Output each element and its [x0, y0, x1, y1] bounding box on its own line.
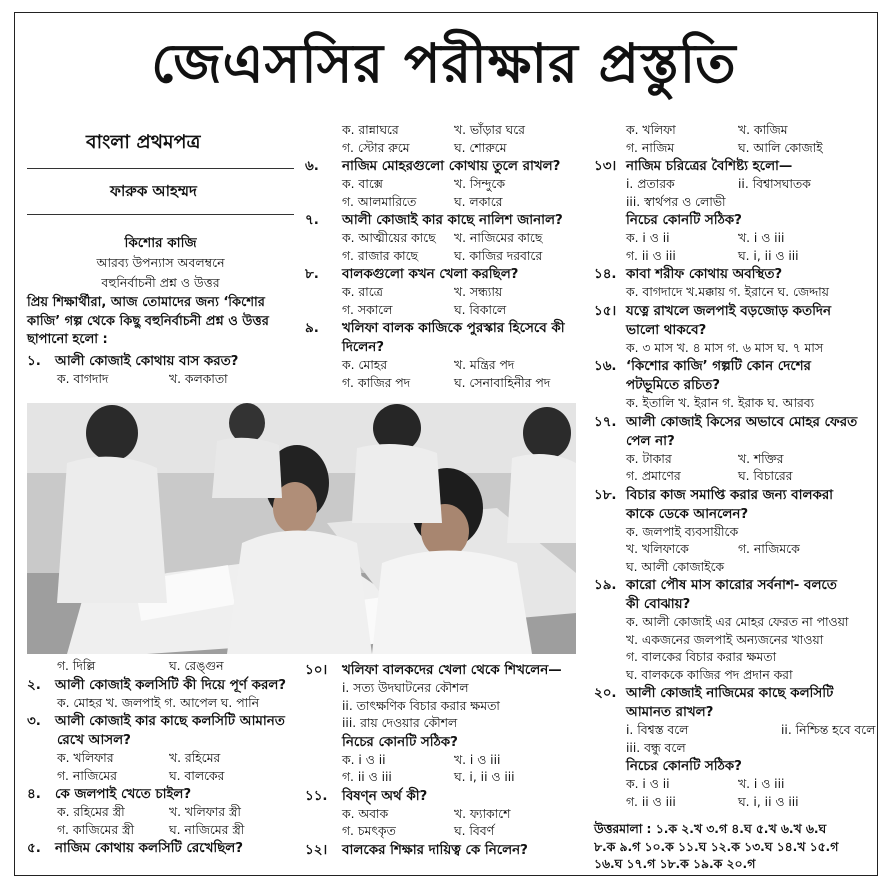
question-number: ১৬.: [594, 359, 617, 374]
question-text: আলী কোজাই কোথায় বাস করত?: [55, 354, 239, 369]
option: ক. অবাক: [342, 806, 389, 821]
question-text: কাকে ডেকে আনলেন?: [626, 506, 749, 522]
option: খ. রহিমের: [169, 751, 221, 765]
option: খ. ভাঁড়ার ঘরে: [454, 123, 525, 137]
option: ক. খলিফা: [626, 123, 676, 137]
option: খ. মন্ত্রির পদ: [454, 358, 515, 372]
question-text: খলিফা বালকদের খেলা থেকে শিখলেন—: [342, 663, 562, 678]
option: ক. জলপাই ব্যবসায়ীকে: [626, 524, 739, 539]
option: খ. কাজিম: [738, 123, 788, 137]
option: ক. i ও ii: [626, 231, 670, 245]
question-number: ১৭.: [594, 414, 617, 430]
option: ঘ. বিকালে: [454, 302, 507, 317]
bottom-left-column: [27, 658, 302, 858]
option-row: ক. মোহর খ. জলপাই গ. আপেল ঘ. পানি: [57, 695, 259, 710]
statement: i. বিশ্বস্ত বলে: [626, 723, 689, 737]
statement: ii. নিশ্চিন্ত হবে বলে: [781, 723, 876, 737]
option: গ. নাজিমের: [57, 768, 117, 783]
question-text: আমানত রাখল?: [626, 705, 714, 720]
option: ঘ. রেঙ্গুন: [169, 659, 224, 673]
option: ঘ. নাজিমের স্ত্রী: [169, 822, 245, 837]
question-text: দিলেন?: [342, 340, 384, 355]
question-prompt: নিচের কোনটি সঠিক?: [342, 734, 458, 750]
option: গ. আলমারিতে: [342, 194, 417, 209]
option: খ. কলকাতা: [169, 372, 228, 386]
option: ঘ. বিবর্ণ: [454, 824, 495, 838]
option: গ. বালকের বিচার করার ক্ষমতা: [626, 650, 777, 664]
question-text: বালকের শিক্ষার দায়িত্ব কে নিলেন?: [342, 842, 528, 858]
option: খ. খলিফাকে: [626, 542, 689, 556]
option: ঘ. বিচারের: [738, 469, 793, 483]
option: ক. রাত্রে: [342, 285, 383, 299]
statement: iii. রায় দেওয়ার কৌশল: [342, 716, 458, 730]
question-text: পেল না?: [626, 433, 675, 449]
question-text: আলী কোজাই নাজিমের কাছে কলসিটি: [626, 686, 834, 701]
answer-key-line: উত্তরমালা : ১.ক ২.খ ৩.গ ৪.ঘ ৫.খ ৬.খ ৬.ঘ: [594, 822, 827, 836]
author-name: ফারুক আহম্মদ: [110, 182, 197, 200]
intro-paragraph: [27, 294, 302, 350]
question-text: আলী কোজাই কিসের অভাবে মোহর ফেরত: [626, 414, 858, 430]
option: ক. খলিফার: [57, 751, 114, 765]
option: গ. ii ও iii: [626, 248, 676, 263]
intro-line: প্রিয় শিক্ষার্থীরা, আজ তোমাদের জন্য ‘কিশোর: [27, 295, 265, 310]
option: গ. কাজির পদ: [342, 375, 411, 390]
question-number: ৩.: [27, 714, 41, 729]
story-title: কিশোর কাজি: [124, 235, 197, 251]
option: খ. সন্ধ্যায়: [454, 285, 503, 299]
question-text: আলী কোজাই কলসিটি কী দিয়ে পূর্ণ করল?: [55, 677, 287, 693]
option: ঘ. আলি কোজাই: [738, 140, 823, 155]
subject-title: বাংলা প্রথমপত্র: [86, 131, 201, 153]
divider: [27, 214, 294, 215]
question-text: নাজিম চরিত্রের বৈশিষ্ট্য হলো—: [626, 159, 793, 174]
option: গ. ii ও iii: [626, 794, 676, 809]
question-number: ৬.: [305, 159, 319, 174]
question-number: ১৫।: [594, 303, 617, 319]
intro-line: কাজি’ গল্প থেকে কিছু বহুনির্বাচনী প্রশ্ন ও উত্তর: [27, 313, 269, 329]
middle-column: [305, 122, 595, 392]
story-source: আরব্য উপন্যাস অবলম্বনে: [96, 255, 225, 270]
option: গ. ii ও iii: [342, 770, 392, 784]
story-header: [27, 233, 294, 293]
question-text: কে জলপাই খেতে চাইল?: [55, 787, 192, 802]
option: ঘ. আলী কোজাইকে: [626, 559, 725, 574]
option: খ. সিন্দুকে: [454, 177, 505, 191]
section-title: বহুনির্বাচনী প্রশ্ন ও উত্তর: [101, 275, 220, 290]
question-number: ১০।: [305, 663, 328, 678]
option: ঘ. i, ii ও iii: [738, 794, 799, 809]
bottom-middle-column: [305, 661, 595, 860]
option: খ. i ও iii: [454, 752, 501, 767]
option: খ. শক্তির: [738, 451, 784, 466]
option: গ. স্টোর রুমে: [342, 140, 410, 155]
answer-key-line: ১৬.ঘ ১৭.গ ১৮.ক ১৯.ক ২০.গ: [594, 857, 756, 871]
option: খ. একজনের জলপাই অন্যজনের খাওয়া: [626, 632, 824, 647]
option: গ. কাজিমের স্ত্রী: [57, 822, 134, 837]
option: ক. রহিমের স্ত্রী: [57, 805, 125, 819]
statement: i. প্রতারক: [626, 177, 675, 191]
option: ক. বাক্সে: [342, 177, 383, 191]
question-number: ১৪.: [594, 267, 617, 282]
question-text: কারো পৌষ মাস কারোর সর্বনাশ- বলতে: [626, 578, 837, 593]
option: গ. নাজিম: [626, 140, 675, 155]
option-row: ক. বাগদাদে খ.মক্কায় গ. ইরানে ঘ. জেদ্দায়: [626, 285, 829, 299]
question-number: ৯.: [305, 321, 319, 336]
intro-line: ছাপানো হলো :: [27, 332, 108, 347]
question-1: [27, 352, 302, 389]
exam-hall-photo: [27, 403, 576, 654]
option: খ. খলিফার স্ত্রী: [169, 805, 241, 819]
option: ক. i ও ii: [626, 777, 670, 791]
statement: ii. তাৎক্ষণিক বিচার করার ক্ষমতা: [342, 698, 500, 713]
question-text: বালকগুলো কখন খেলা করছিল?: [342, 267, 519, 282]
headline: জেএসসির পরীক্ষার প্রস্তুতি: [151, 31, 737, 95]
option: ঘ. লকারে: [454, 194, 503, 209]
option: ঘ. i, ii ও iii: [454, 770, 515, 784]
right-column: [594, 122, 876, 874]
question-prompt: নিচের কোনটি সঠিক?: [626, 213, 742, 228]
option: গ. চমৎকৃত: [342, 824, 396, 838]
option-row: ক. ইতালি খ. ইরান গ. ইরাক ঘ. আরব্য: [626, 396, 815, 410]
option: ঘ. বালককে কাজির পদ প্রদান করা: [626, 667, 793, 682]
option: ক. বাগদাদ: [57, 372, 109, 386]
option: গ. প্রমাণের: [626, 469, 681, 483]
statement: ii. বিশ্বাসঘাতক: [738, 177, 811, 191]
question-number: ৮.: [305, 267, 319, 282]
question-number: ১২।: [305, 842, 328, 858]
question-text: কী বোঝায়?: [626, 597, 691, 612]
question-number: ১৩।: [594, 159, 617, 174]
question-text: বিচার কাজ সমাপ্তি করার জন্য বালকরা: [626, 487, 834, 503]
question-text: রেখে আসল?: [57, 733, 131, 748]
option: খ. i ও iii: [738, 231, 785, 245]
option: খ. i ও iii: [738, 777, 785, 791]
option: ঘ. বালকের: [169, 768, 225, 783]
question-text: পটভূমিতে রচিত?: [626, 378, 720, 393]
divider: [27, 168, 294, 169]
question-text: খলিফা বালক কাজিকে পুরস্কার হিসেবে কী: [342, 321, 565, 336]
statement: i. সত্য উদঘাটনের কৌশল: [342, 681, 469, 695]
option: গ. নাজিমকে: [738, 542, 800, 556]
option: গ. দিল্লি: [57, 659, 96, 673]
question-number: ১.: [27, 354, 41, 369]
option-row: ক. ৩ মাস খ. ৪ মাস গ. ৬ মাস ঘ. ৭ মাস: [626, 340, 824, 355]
question-text: নাজিম কোথায় কলসিটি রেখেছিল?: [55, 841, 244, 856]
question-text: যত্নে রাখলে জলপাই বড়জোড় কতদিন: [626, 303, 831, 319]
question-prompt: নিচের কোনটি সঠিক?: [626, 759, 742, 774]
option: ক. i ও ii: [342, 752, 386, 767]
option: ক. আত্মীয়ের কাছে: [342, 231, 436, 245]
question-number: ২০.: [594, 686, 617, 701]
answer-key-line: ৮.ক ৯.গ ১০.ক ১১.ঘ ১২.ক ১৩.ঘ ১৪.খ ১৫.গ: [594, 839, 839, 854]
question-number: ১৮.: [594, 487, 617, 503]
option: গ. রাজার কাছে: [342, 248, 419, 263]
question-number: ৪.: [27, 787, 41, 802]
question-text: ভালো থাকবে?: [626, 322, 707, 338]
question-text: নাজিম মোহরগুলো কোথায় তুলে রাখল?: [342, 159, 561, 174]
question-number: ১১.: [305, 788, 328, 804]
statement: iii. স্বার্থপর ও লোভী: [626, 194, 726, 209]
option: খ. ফ্যাকাশে: [454, 806, 511, 821]
option: ঘ. i, ii ও iii: [738, 248, 799, 263]
option: ক. রান্নাঘরে: [342, 123, 399, 137]
option: খ. নাজিমের কাছে: [454, 231, 543, 245]
question-number: ২.: [27, 677, 41, 693]
option: ক. মোহর: [342, 358, 388, 372]
option: ঘ. শোরুমে: [454, 140, 507, 155]
question-number: ৭.: [305, 213, 319, 228]
question-text: ‘কিশোর কাজি’ গল্পটি কোন দেশের: [626, 359, 811, 374]
question-number: ১৯.: [594, 578, 617, 593]
option: ঘ. সেনাবাহিনীর পদ: [454, 375, 551, 390]
option: গ. সকালে: [342, 302, 393, 317]
question-text: কাবা শরীফ কোথায় অবস্থিত?: [626, 267, 783, 282]
question-text: বিষণ্ন অর্থ কী?: [342, 788, 428, 804]
question-number: ৫.: [27, 841, 41, 856]
option: ক. টাকার: [626, 451, 672, 466]
question-text: আলী কোজাই কার কাছে কলসিটি আমানত: [55, 714, 285, 729]
option: ঘ. কাজির দরবারে: [454, 248, 543, 263]
statement: iii. বন্ধু বলে: [626, 740, 686, 755]
question-text: আলী কোজাই কার কাছে নালিশ জানাল?: [342, 213, 563, 228]
option: ক. আলী কোজাই এর মোহর ফেরত না পাওয়া: [626, 615, 849, 629]
